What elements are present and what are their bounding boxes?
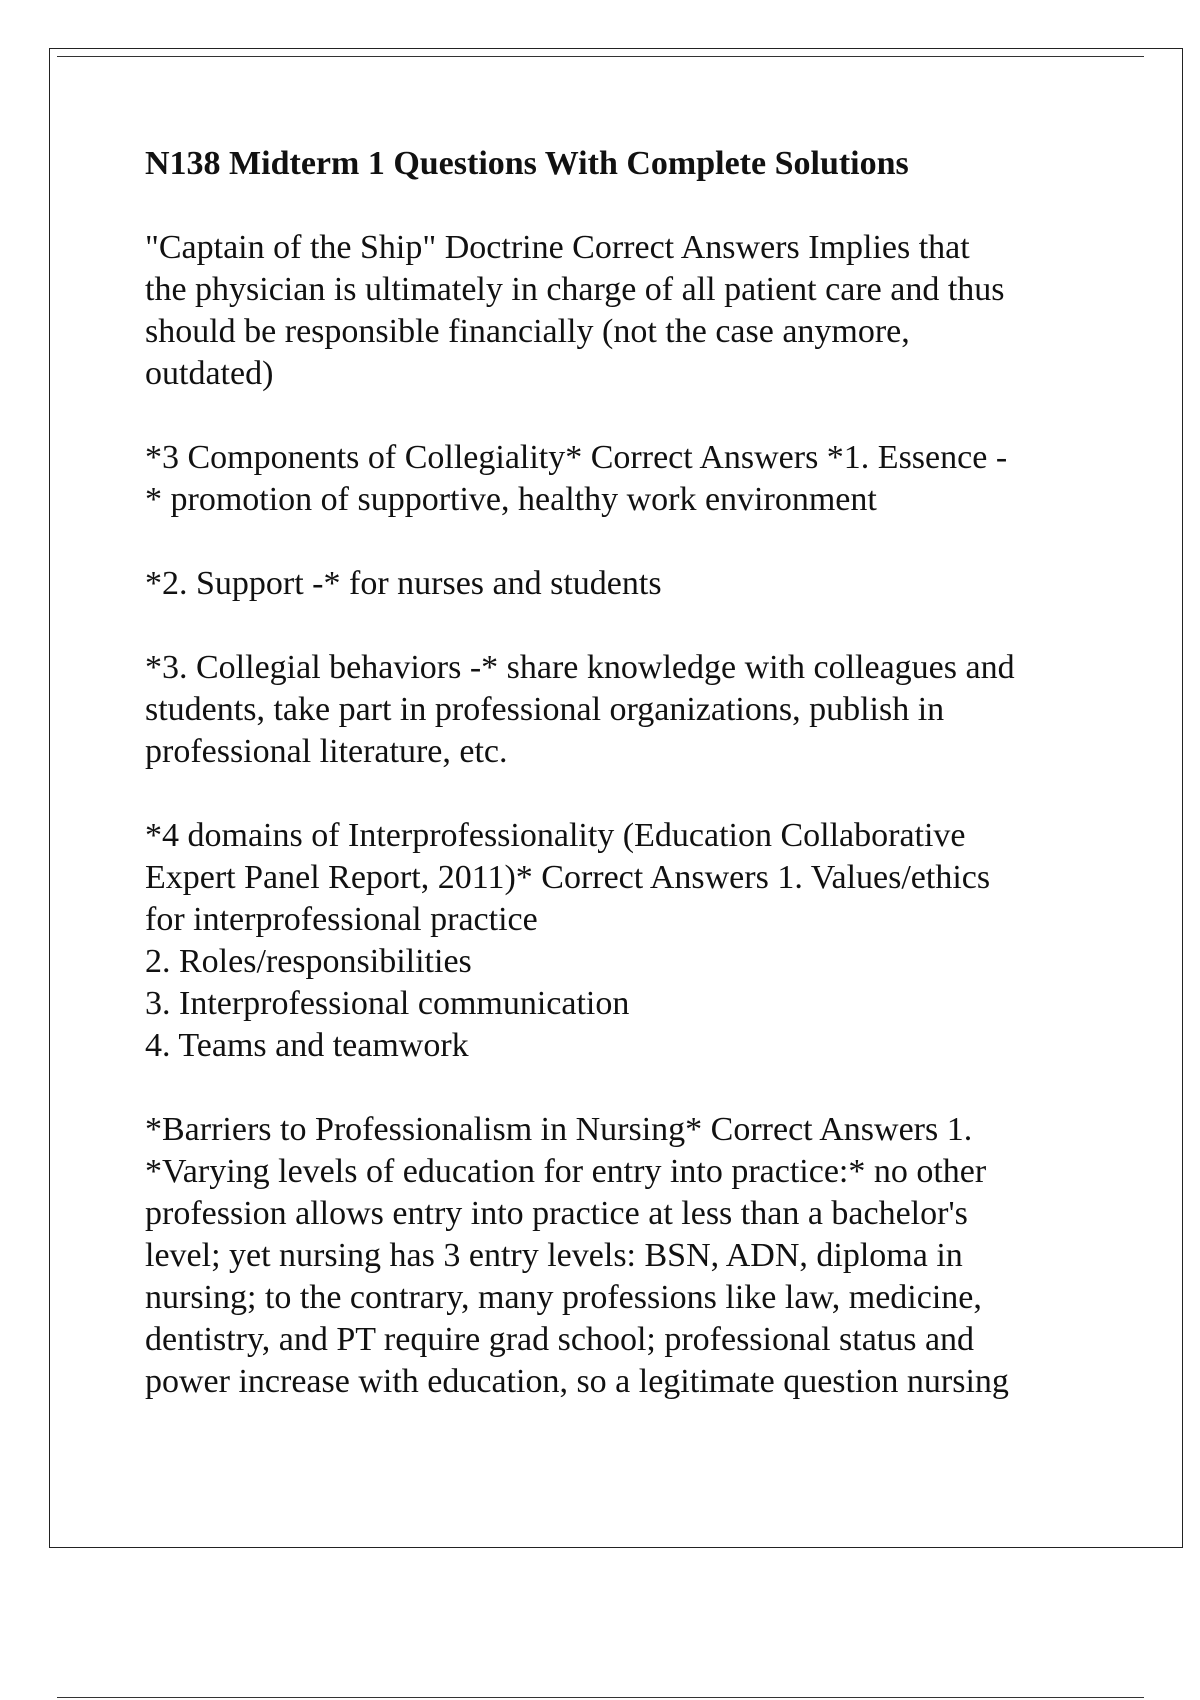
qa-captain-of-the-ship: "Captain of the Ship" Doctrine Correct Answers Implies that the physician is ultimately in charge of all patient care and thus should be responsible financially (not the case anymore, outdated): [145, 229, 1005, 392]
document-title: N138 Midterm 1 Questions With Complete Solutions: [145, 145, 909, 182]
qa-barriers-to-professionalism: *Barriers to Professionalism in Nursing* Correct Answers 1. *Varying levels of education for entry into practice:* no other profession allows entry into practice at less than a bachelor's level; yet nursing has 3 entry levels: BSN, ADN, diploma in nursing; to the contrary, many professions like law, medicine, dentistry, and PT require grad school; professional status and power increase with education, so a legitimate question nursing: [145, 1111, 1009, 1400]
qa-components-of-collegiality: *3 Components of Collegiality* Correct Answers *1. Essence - * promotion of supportive, healthy work environment: [145, 439, 1008, 518]
document-body: [145, 143, 1095, 1445]
qa-domains-of-interprofessionality: *4 domains of Interprofessionality (Education Collaborative Expert Panel Report, 2011)* Correct Answers 1. Values/ethics for interprofessional practice 2. Roles/responsibilities 3. Interprofessional communication 4. Teams and teamwork: [145, 817, 991, 1064]
bottom-rule-divider: [57, 1697, 1144, 1698]
qa-collegiality-support: *2. Support -* for nurses and students: [145, 565, 662, 602]
top-rule-divider: [57, 56, 1144, 57]
qa-collegial-behaviors: *3. Collegial behaviors -* share knowledge with colleagues and students, take part in professional organizations, publish in professional literature, etc.: [145, 649, 1015, 770]
